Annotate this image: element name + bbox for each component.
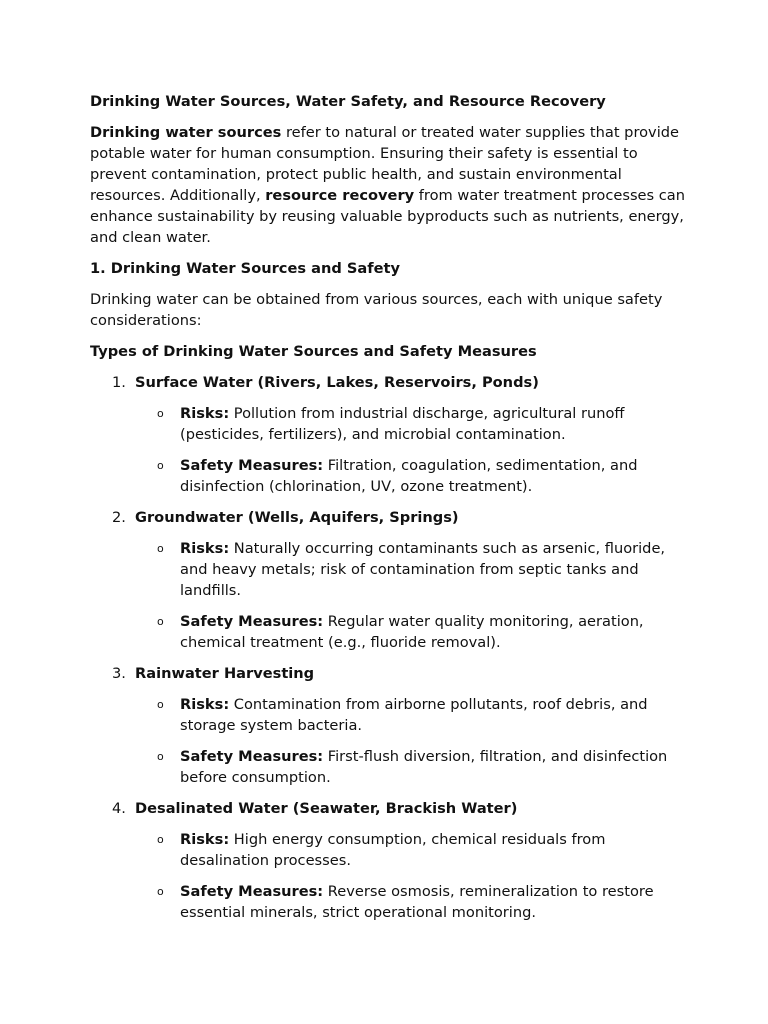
risk-label: Risks: (180, 696, 230, 713)
list-item-title: Groundwater (Wells, Aquifers, Springs) (135, 509, 459, 526)
bullet-marker: o (157, 459, 164, 472)
bullet-marker: o (157, 833, 164, 846)
bullet-marker: o (157, 698, 164, 711)
bullet-marker: o (157, 750, 164, 763)
intro-bold-term-1: Drinking water sources (90, 124, 282, 141)
list-item (90, 507, 690, 528)
intro-text-2: from water treatment processes can enhance sustainability by reusing valuable byproducts such as nutrients, energy, and clean water. (90, 187, 685, 246)
safety-bullet (90, 746, 690, 788)
safety-text: First-flush diversion, filtration, and disinfection before consumption. (180, 748, 668, 786)
bullet-marker: o (157, 615, 164, 628)
safety-label: Safety Measures: (180, 883, 324, 900)
safety-bullet (90, 611, 690, 653)
bullet-marker: o (157, 542, 164, 555)
bullet-marker: o (157, 407, 164, 420)
list-number: 4. (112, 800, 126, 817)
safety-text: Reverse osmosis, remineralization to restore essential minerals, strict operational monitoring. (180, 883, 654, 921)
list-item (90, 372, 690, 393)
bullet-marker: o (157, 885, 164, 898)
list-number: 2. (112, 509, 126, 526)
safety-label: Safety Measures: (180, 457, 324, 474)
list-item (90, 798, 690, 819)
risk-bullet (90, 829, 690, 871)
list-item-title: Desalinated Water (Seawater, Brackish Water) (135, 800, 518, 817)
section-paragraph: Drinking water can be obtained from various sources, each with unique safety considerations: (90, 291, 663, 329)
risk-text: High energy consumption, chemical residuals from desalination processes. (180, 831, 606, 869)
risk-bullet (90, 403, 690, 445)
numbered-list (90, 372, 690, 923)
list-item-title: Rainwater Harvesting (135, 665, 315, 682)
risk-text: Naturally occurring contaminants such as arsenic, fluoride, and heavy metals; risk of contamination from septic tanks and landfills. (180, 540, 666, 599)
intro-paragraph (90, 122, 690, 248)
intro-text-1: refer to natural or treated water supplies that provide potable water for human consumption. Ensuring their safety is essential to prevent contamination, protect public health, and sustain environmental resources. Additionally, (90, 124, 679, 204)
safety-label: Safety Measures: (180, 613, 324, 630)
risk-bullet (90, 694, 690, 736)
risk-text: Contamination from airborne pollutants, roof debris, and storage system bacteria. (180, 696, 648, 734)
section-heading: 1. Drinking Water Sources and Safety (90, 260, 400, 277)
list-item-title: Surface Water (Rivers, Lakes, Reservoirs, Ponds) (135, 374, 539, 391)
document-body (90, 91, 690, 933)
safety-bullet (90, 455, 690, 497)
risk-text: Pollution from industrial discharge, agricultural runoff (pesticides, fertilizers), and microbial contamination. (180, 405, 625, 443)
risk-label: Risks: (180, 540, 230, 557)
list-number: 1. (112, 374, 126, 391)
list-item (90, 663, 690, 684)
safety-text: Filtration, coagulation, sedimentation, and disinfection (chlorination, UV, ozone treatment). (180, 457, 638, 495)
safety-bullet (90, 881, 690, 923)
safety-text: Regular water quality monitoring, aeration, chemical treatment (e.g., fluoride removal). (180, 613, 644, 651)
risk-label: Risks: (180, 831, 230, 848)
safety-label: Safety Measures: (180, 748, 324, 765)
list-number: 3. (112, 665, 126, 682)
risk-label: Risks: (180, 405, 230, 422)
intro-bold-term-2: resource recovery (265, 187, 415, 204)
risk-bullet (90, 538, 690, 601)
subsection-heading: Types of Drinking Water Sources and Safety Measures (90, 343, 537, 360)
document-title: Drinking Water Sources, Water Safety, and Resource Recovery (90, 93, 606, 110)
